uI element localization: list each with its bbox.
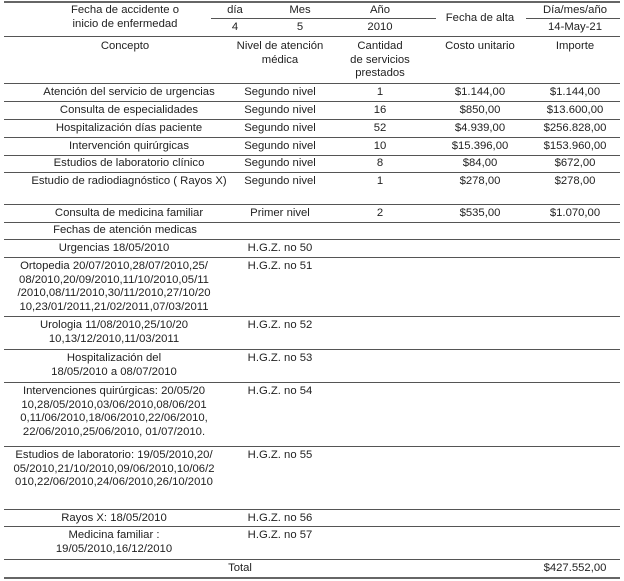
row-concept: Intervención quirúrgicas bbox=[69, 140, 189, 152]
row-level: Segundo nivel bbox=[244, 122, 316, 134]
date-row-description bbox=[4, 260, 224, 314]
row-quantity: 10 bbox=[373, 140, 387, 152]
row-quantity: 8 bbox=[376, 157, 384, 169]
row-amount: $1.070,00 bbox=[549, 207, 601, 219]
row-amount: $278,00 bbox=[554, 175, 596, 187]
row-amount: $672,00 bbox=[554, 157, 596, 169]
date-row-unit: H.G.Z. no 53 bbox=[247, 352, 313, 364]
row-divider bbox=[4, 155, 620, 156]
dates-section-title: Fechas de atención medicas bbox=[53, 224, 197, 236]
header-bottom-divider bbox=[4, 36, 620, 37]
accident-label-line: inicio de enfermedad bbox=[72, 17, 178, 30]
row-quantity: 1 bbox=[376, 175, 384, 187]
row-amount: $153.960,00 bbox=[543, 140, 607, 152]
month-label: Mes bbox=[289, 4, 311, 16]
date-row-line: 05/2010,21/10/2010,09/06/2010,10/06/2 bbox=[13, 462, 215, 475]
row-unit-cost: $4.939,00 bbox=[454, 122, 506, 134]
row-divider bbox=[4, 101, 620, 102]
date-format-label: Día/mes/año bbox=[542, 4, 608, 16]
date-row-unit: H.G.Z. no 56 bbox=[247, 512, 313, 524]
month-value: 5 bbox=[296, 21, 304, 33]
day-value: 4 bbox=[231, 21, 239, 33]
date-row-line: Medicina familiar : bbox=[68, 529, 160, 541]
row-unit-cost: $278,00 bbox=[459, 175, 501, 187]
row-quantity: 1 bbox=[376, 86, 384, 98]
year-label: Año bbox=[369, 4, 391, 16]
date-row-line: Hospitalización del bbox=[66, 352, 162, 364]
row-unit-cost: $84,00 bbox=[462, 157, 498, 169]
date-row-line: 19/05/2010,16/12/2010 bbox=[55, 542, 173, 555]
accident-label-line: Fecha de accidente o bbox=[70, 4, 180, 16]
row-divider bbox=[4, 382, 620, 383]
date-row-line: 10,28/05/2010,03/06/2010,08/06/201 bbox=[21, 398, 207, 411]
column-header-level bbox=[225, 40, 335, 67]
row-concept: Consulta de medicina familiar bbox=[54, 207, 204, 219]
row-level: Primer nivel bbox=[250, 207, 310, 219]
date-row-line: 08/2010,20/09/2010,11/10/2010,05/11 bbox=[19, 273, 209, 286]
table-top-border bbox=[4, 1, 620, 3]
row-divider bbox=[4, 257, 620, 258]
row-quantity: 16 bbox=[373, 104, 387, 116]
row-divider bbox=[4, 222, 620, 223]
date-row-line: 22/06/2010,25/06/2010, 01/07/2010. bbox=[22, 425, 206, 438]
row-concept: Estudios de laboratorio clínico bbox=[53, 157, 205, 169]
row-level: Segundo nivel bbox=[244, 157, 316, 169]
row-concept: Hospitalización días paciente bbox=[55, 122, 203, 134]
row-amount: $1.144,00 bbox=[549, 86, 601, 98]
row-divider bbox=[4, 349, 620, 350]
row-divider bbox=[4, 526, 620, 527]
column-header-amount: Importe bbox=[555, 40, 595, 52]
row-level: Segundo nivel bbox=[244, 140, 316, 152]
date-row-unit: H.G.Z. no 54 bbox=[247, 385, 313, 397]
row-amount: $13.600,00 bbox=[546, 104, 604, 116]
column-header-unit-cost: Costo unitario bbox=[445, 40, 515, 52]
row-concept: Estudio de radiodiagnóstico ( Rayos X) bbox=[31, 175, 227, 187]
row-divider bbox=[4, 509, 620, 510]
row-unit-cost: $850,00 bbox=[459, 104, 501, 116]
total-label: Total bbox=[228, 562, 252, 574]
column-header-concept: Concepto bbox=[100, 40, 150, 52]
date-row-unit: H.G.Z. no 55 bbox=[247, 449, 313, 461]
row-divider bbox=[4, 446, 620, 447]
date-row-line: Urologia 11/08/2010,25/10/20 bbox=[39, 319, 189, 331]
row-divider bbox=[4, 239, 620, 240]
column-header-level-line: médica bbox=[261, 53, 299, 66]
column-header-quantity-line: prestados bbox=[355, 67, 405, 79]
discharge-date-value: 14-May-21 bbox=[548, 21, 602, 33]
date-row-description bbox=[4, 242, 224, 256]
column-header-divider bbox=[4, 83, 620, 84]
date-row-line: Ortopedia 20/07/2010,28/07/2010,25/ bbox=[20, 260, 208, 272]
date-subheader-divider bbox=[211, 18, 418, 19]
row-concept: Consulta de especialidades bbox=[59, 104, 199, 116]
row-quantity: 2 bbox=[376, 207, 384, 219]
date-row-line: Intervenciones quirúrgicas: 20/05/20 bbox=[22, 385, 206, 397]
table-bottom-border bbox=[4, 577, 620, 579]
row-divider bbox=[4, 119, 620, 120]
row-unit-cost: $15.396,00 bbox=[451, 140, 509, 152]
discharge-date-label: Fecha de alta bbox=[445, 12, 515, 24]
date-row-line: /2010,08/11/2010,30/11/2010,27/10/20 bbox=[17, 287, 211, 299]
row-amount: $256.828,00 bbox=[543, 122, 607, 134]
column-header-quantity-line: Cantidad bbox=[357, 40, 403, 52]
accident-date-label bbox=[20, 4, 230, 31]
date-row-line: 10,23/01/2011,21/02/2011,07/03/2011 bbox=[19, 300, 209, 313]
row-divider bbox=[4, 172, 620, 173]
column-header-quantity-line: de servicios bbox=[350, 53, 410, 66]
date-row-description bbox=[4, 529, 224, 556]
date-row-description bbox=[4, 512, 224, 526]
date-row-line: 18/05/2010 a 08/07/2010 bbox=[51, 365, 177, 378]
row-unit-cost: $535,00 bbox=[459, 207, 501, 219]
date-row-description bbox=[4, 319, 224, 346]
date-row-unit: H.G.Z. no 50 bbox=[247, 242, 313, 254]
day-label: día bbox=[227, 4, 243, 16]
year-value: 2010 bbox=[367, 21, 393, 33]
row-divider bbox=[4, 204, 620, 205]
date-row-line: 10,13/12/2010,11/03/2011 bbox=[48, 332, 180, 345]
row-quantity: 52 bbox=[373, 122, 387, 134]
date-row-unit: H.G.Z. no 51 bbox=[247, 260, 313, 272]
date-row-line: Urgencias 18/05/2010 bbox=[58, 242, 170, 254]
row-divider bbox=[4, 559, 620, 560]
date-row-line: Rayos X: 18/05/2010 bbox=[61, 512, 167, 524]
row-concept: Atención del servicio de urgencias bbox=[43, 86, 215, 98]
date-row-line: 0,11/06/2010,18/06/2010,22/06/2010, bbox=[20, 412, 208, 424]
row-level: Segundo nivel bbox=[244, 86, 316, 98]
date-row-line: Estudios de laboratorio: 19/05/2010,20/ bbox=[15, 449, 213, 461]
row-divider bbox=[4, 137, 620, 138]
row-level: Segundo nivel bbox=[244, 104, 316, 116]
date-row-line: 010,22/06/2010,24/06/2010,26/10/2010 bbox=[15, 476, 213, 488]
date-row-unit: H.G.Z. no 57 bbox=[247, 529, 313, 541]
date-row-description bbox=[4, 385, 224, 439]
row-divider bbox=[4, 316, 620, 317]
date-row-description bbox=[4, 449, 224, 490]
date-row-unit: H.G.Z. no 52 bbox=[247, 319, 313, 331]
discharge-subheader-divider-right bbox=[526, 18, 620, 19]
column-header-quantity bbox=[340, 40, 420, 81]
row-unit-cost: $1.144,00 bbox=[454, 86, 506, 98]
column-header-level-line: Nivel de atención bbox=[236, 40, 324, 52]
total-amount: $427.552,00 bbox=[543, 562, 607, 574]
row-level: Segundo nivel bbox=[244, 175, 316, 187]
date-row-description bbox=[4, 352, 224, 379]
